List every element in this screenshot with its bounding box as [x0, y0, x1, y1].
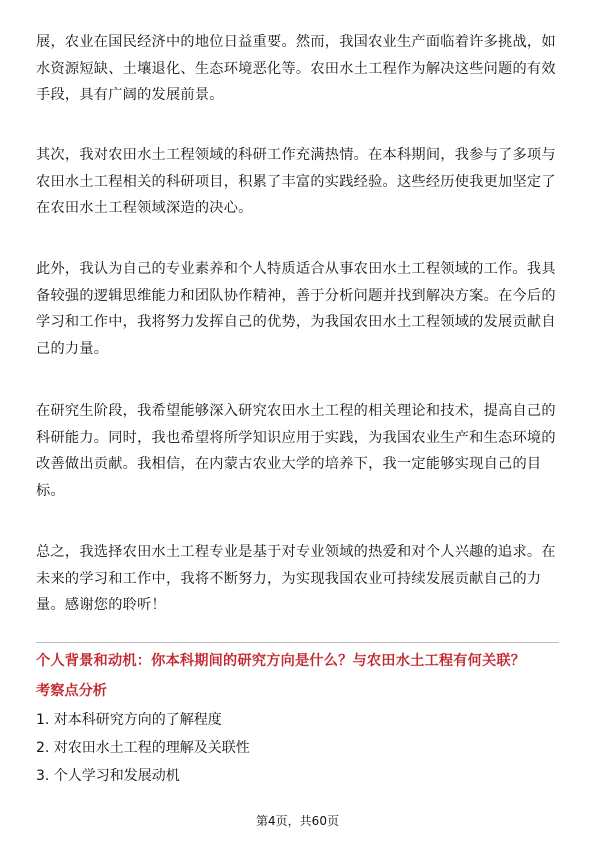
paragraph-line: 科研能力。同时，我也希望将所学知识应用于实践，为我国农业生产和生态环境的	[36, 429, 556, 446]
paragraph-1	[36, 29, 561, 109]
analysis-point: 1. 对本科研究方向的了解程度	[36, 712, 222, 728]
paragraph-2	[36, 142, 561, 222]
analysis-point: 3. 个人学习和发展动机	[36, 768, 180, 784]
paragraph-line: 总之，我选择农田水土工程专业是基于对专业领域的热爱和对个人兴趣的追求。在	[36, 544, 556, 560]
paragraph-5	[36, 539, 561, 619]
paragraph-line: 其次，我对农田水土工程领域的科研工作充满热情。在本科期间，我参与了多项与	[36, 147, 556, 163]
paragraph-line: 学习和工作中，我将努力发挥自己的优势，为我国农田水土工程领域的发展贡献自	[36, 314, 556, 330]
analysis-heading: 考察点分析	[36, 683, 107, 699]
paragraph-3	[36, 256, 561, 362]
page-number: 第4页，共60页	[256, 814, 339, 828]
paragraph-line: 手段，具有广阔的发展前景。	[36, 87, 224, 103]
paragraph-4	[36, 398, 561, 504]
paragraph-line: 在农田水土工程领域深造的决心。	[36, 200, 253, 216]
paragraph-line: 己的力量。	[36, 340, 109, 357]
question-title: 个人背景和动机：你本科期间的研究方向是什么？与农田水土工程有何关联？	[36, 653, 526, 669]
paragraph-line: 此外，我认为自己的专业素养和个人特质适合从事农田水土工程领域的工作。我具	[36, 261, 556, 277]
paragraph-line: 改善做出贡献。我相信，在内蒙古农业大学的培养下，我一定能够实现自己的目	[36, 456, 542, 472]
paragraph-line: 农田水土工程相关的科研项目，积累了丰富的实践经验。这些经历使我更加坚定了	[36, 173, 556, 190]
section-divider	[36, 642, 559, 643]
paragraph-line: 在研究生阶段，我希望能够深入研究农田水土工程的相关理论和技术，提高自己的	[36, 403, 556, 419]
paragraph-line: 量。感谢您的聆听！	[36, 597, 166, 613]
paragraph-line: 展，农业在国民经济中的地位日益重要。然而，我国农业生产面临着许多挑战，如	[36, 34, 556, 50]
paragraph-line: 未来的学习和工作中，我将不断努力，为实现我国农业可持续发展贡献自己的力	[36, 570, 542, 587]
analysis-point: 2. 对农田水土工程的理解及关联性	[36, 740, 250, 756]
paragraph-line: 水资源短缺、土壤退化、生态环境恶化等。农田水土工程作为解决这些问题的有效	[36, 60, 556, 77]
paragraph-line: 标。	[36, 482, 65, 499]
paragraph-line: 备较强的逻辑思维能力和团队协作精神，善于分析问题并找到解决方案。在今后的	[36, 287, 556, 304]
